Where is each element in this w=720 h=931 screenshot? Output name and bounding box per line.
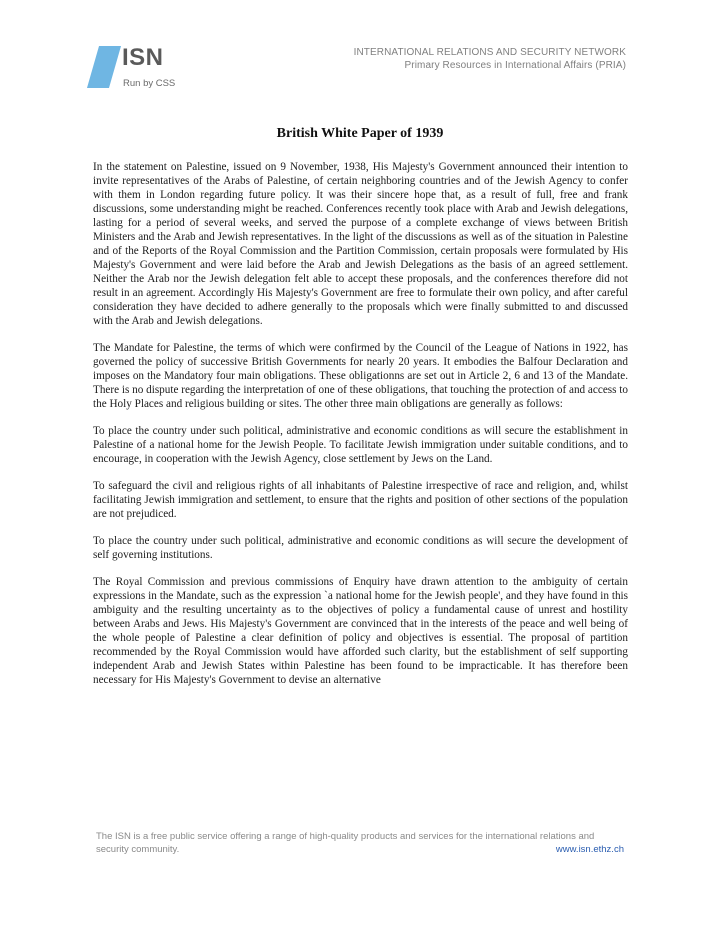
page-header <box>0 0 720 110</box>
body-paragraph-2: The Mandate for Palestine, the terms of which were confirmed by the Council of the League of Nations in 1922, has governed the policy of successive British Governments for nearly 20 years. It embodies the Balfour Declaration and imposes on the Mandatory four main obligations. These obligationns are set out in Article 2, 6 and 13 of the Mandate. There is no dispute regarding the interpretation of one of these obligations, that touching the protection of and access to the Holy Places and religious building or sites. The other three main obligations are generally as follows: <box>93 342 628 410</box>
footer-description: The ISN is a free public service offering a range of high-quality products and services for the international relations and security community. <box>96 831 595 855</box>
isn-logo-text: ISN <box>122 44 164 71</box>
footer-link[interactable]: www.isn.ethz.ch <box>555 844 624 855</box>
body-paragraph-3: To place the country under such political, administrative and economic conditions as will secure the establishment in Palestine of a national home for the Jewish People. To facilitate Jewish immigration under suitable conditions, and to encourage, in cooperation with the Jewish Agency, close settlement by Jews on the Land. <box>93 425 628 465</box>
org-title-line-1: INTERNATIONAL RELATIONS AND SECURITY NETWORK <box>353 47 626 58</box>
org-title-line-2: Primary Resources in International Affairs (PRIA) <box>404 60 626 71</box>
isn-logo-slash-icon <box>87 46 121 88</box>
body-paragraph-5: To place the country under such political, administrative and economic conditions as will secure the development of self governing institutions. <box>93 535 628 561</box>
document-title: British White Paper of 1939 <box>276 126 444 141</box>
body-paragraph-1: In the statement on Palestine, issued on 9 November, 1938, His Majesty's Government announced their intention to invite representatives of the Arabs of Palestine, of certain neighboring countries and of the Jewish Agency to confer with them in London regarding future policy. It was their sincere hope that, as a result of full, free and frank discussions, some understanding might be reached. Conferences recently took place with Arab and Jewish delegations, lasting for a period of several weeks, and served the purpose of a complete exchange of views between British Ministers and the Arab and Jewish representatives. In the light of the discussions as well as of the situation in Palestine and of the Reports of the Royal Commission and the Partition Commission, certain proposals were formulated by His Majesty's Government and were laid before the Arab and Jewish Delegations as the basis of an agreed settlement. Neither the Arab nor the Jewish delegation felt able to accept these proposals, and the conferences therefore did not result in an agreement. Accordingly His Majesty's Government are free to formulate their own policy, and after careful consideration they have decided to adhere generally to the proposals which were finally submitted to and discussed with the Arab and Jewish delegations. <box>93 161 628 327</box>
body-paragraph-6: The Royal Commission and previous commissions of Enquiry have drawn attention to the ambiguity of certain expressions in the Mandate, such as the expression `a national home for the Jewish people', and they have found in this ambiguity and the resulting uncertainty as to the objectives of policy a fundamental cause of unrest and hostility between Arabs and Jews. His Majesty's Government are convinced that in the interests of the peace and well being of the whole people of Palestine a clear definition of policy and objectives is essential. The proposal of partition recommended by the Royal Commission would have afforded such clarity, but the establishment of self supporting independent Arab and Jewish States within Palestine has been found to be impracticable. It has therefore been necessary for His Majesty's Government to devise an alternative <box>93 576 628 686</box>
logo-subtitle: Run by CSS <box>123 78 176 89</box>
body-paragraph-4: To safeguard the civil and religious rights of all inhabitants of Palestine irrespective of race and religion, and, whilst facilitating Jewish immigration and settlement, to ensure that the rights and position of other sections of the population are not prejudiced. <box>93 480 628 520</box>
organization-title <box>354 46 626 72</box>
document-body <box>93 160 628 700</box>
